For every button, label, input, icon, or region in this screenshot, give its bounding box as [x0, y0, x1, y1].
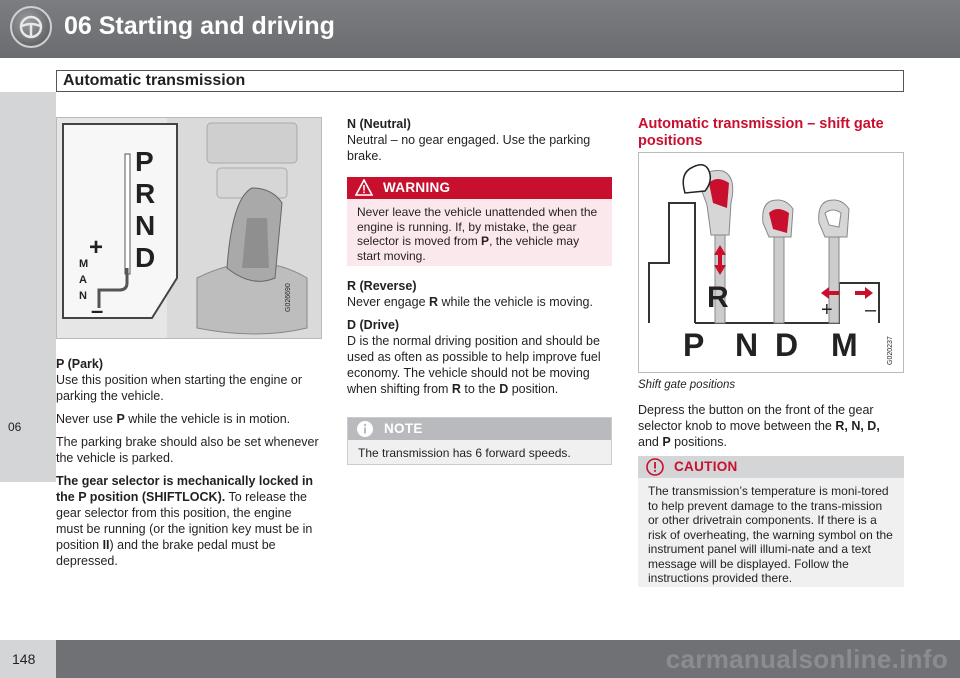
- gate-letter-d: D: [135, 242, 156, 273]
- depress-text: Depress the button on the front of the gear selector knob to move between the R, N, D, and P positions.: [638, 403, 880, 449]
- shift-gate-heading: Automatic transmission – shift gate positions: [638, 116, 884, 149]
- note-text: The transmission has 6 forward speeds.: [358, 446, 571, 460]
- warning-triangle-icon: [355, 179, 373, 196]
- caution-icon: [646, 458, 664, 476]
- drive-heading: D (Drive): [347, 318, 400, 332]
- park-heading: P (Park): [56, 357, 104, 371]
- gate-man-m: M: [79, 258, 89, 270]
- gate-letter-n: N: [135, 210, 156, 241]
- page-header: [0, 0, 960, 58]
- gear-plus: +: [821, 299, 833, 321]
- gear-r-label: R: [707, 281, 729, 314]
- neutral-heading: N (Neutral): [347, 117, 411, 131]
- column-2-lower: [347, 278, 612, 404]
- gate-letter-p: P: [135, 146, 154, 177]
- gate-minus: –: [91, 298, 104, 323]
- column-3-text: [638, 377, 904, 457]
- warning-text: Never leave the vehicle unattended when the engine is running. If, by mistake, the gear selector is moved from P, the vehicle may start moving.: [357, 205, 598, 263]
- never-p-text: Never use P while the vehicle is in motion.: [56, 412, 291, 426]
- steering-wheel-icon: [10, 6, 52, 48]
- warning-label: WARNING: [383, 180, 451, 195]
- chapter-side-tab: [0, 92, 56, 482]
- drive-text: D is the normal driving position and should be used as often as possible to help improve fuel economy. The vehicle should not be moving when shifting from R to the D position.: [347, 334, 601, 396]
- section-bar: [56, 70, 904, 92]
- gear-d: D: [775, 327, 799, 363]
- warning-header: [347, 177, 612, 199]
- column-3-heading: [638, 116, 904, 150]
- chapter-title: 06 Starting and driving: [64, 12, 335, 40]
- parking-brake-text: The parking brake should also be set whenever the vehicle is parked.: [56, 435, 319, 465]
- note-box: [347, 417, 612, 465]
- shift-gate-illustration: [639, 153, 904, 373]
- shift-gate-figure: [638, 152, 904, 373]
- figure-code: G020237: [887, 336, 894, 365]
- warning-box: [347, 177, 612, 266]
- gear-selector-figure: [56, 117, 322, 339]
- gear-n: N: [735, 327, 759, 363]
- neutral-text: Neutral – no gear engaged. Use the parking brake.: [347, 133, 591, 163]
- page-footer: [0, 640, 960, 678]
- chapter-tab-label: 06: [8, 420, 22, 434]
- caution-header: [638, 456, 904, 478]
- park-text: Use this position when starting the engine or parking the vehicle.: [56, 373, 302, 403]
- gear-minus: –: [865, 299, 877, 321]
- gate-letter-r: R: [135, 178, 156, 209]
- caution-box: [638, 456, 904, 587]
- gate-man-a: A: [79, 274, 87, 286]
- note-header: [348, 418, 611, 440]
- note-label: NOTE: [384, 421, 423, 436]
- gate-man-n: N: [79, 290, 87, 302]
- gear-m: M: [831, 327, 858, 363]
- reverse-heading: R (Reverse): [347, 279, 417, 293]
- column-2: [347, 116, 612, 171]
- column-1: [56, 350, 322, 576]
- caution-label: CAUTION: [674, 459, 738, 474]
- footer-tab: [0, 640, 56, 678]
- figure-code: G026690: [285, 283, 292, 312]
- gate-plus: +: [89, 234, 104, 261]
- figure-caption: Shift gate positions: [638, 379, 736, 391]
- page-number: 148: [12, 651, 36, 667]
- section-title: Automatic transmission: [63, 72, 246, 89]
- shiftlock-text: The gear selector is mechanically locked in the P position (SHIFTLOCK). To release the gear selector from this position, the engine must be running (or the ignition key must be in position II) and the brake pedal must be depressed.: [56, 474, 314, 568]
- reverse-text: Never engage R while the vehicle is moving.: [347, 295, 593, 309]
- watermark: carmanualsonline.info: [665, 644, 948, 674]
- info-icon: [356, 420, 374, 438]
- gear-p: P: [683, 327, 705, 363]
- caution-text: The transmission’s temperature is moni-tored to help prevent damage to the trans-mission or other drivetrain components. If there is a risk of overheating, the warning symbol on the instrument panel will illumi-nate and a text message will be displayed. Follow the instructions provided there.: [648, 484, 893, 585]
